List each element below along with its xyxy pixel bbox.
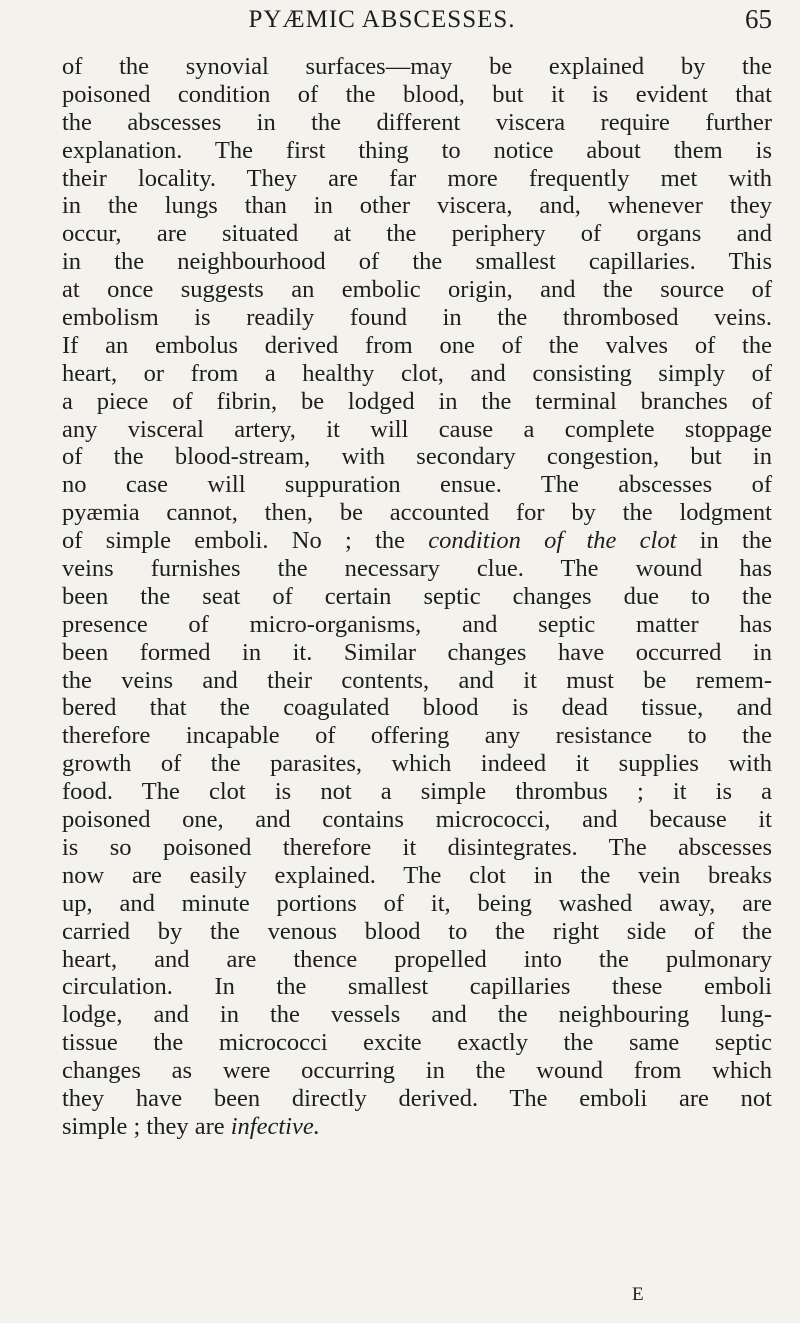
text-line: bered that the coagulated blood is dead tissue, and [62, 694, 772, 722]
running-head [62, 4, 772, 36]
text-line: in the neighbourhood of the smallest capillaries. This [62, 248, 772, 276]
text-line: explanation. The first thing to notice about them is [62, 136, 772, 164]
text-line: of the synovial surfaces—may be explained by the [62, 53, 772, 80]
text-line: occur, are situated at the periphery of organs and [62, 220, 772, 248]
text-line: up, and minute portions of it, being washed away, are [62, 889, 772, 917]
text-line-with-italic [62, 527, 772, 555]
text-line: heart, and are thence propelled into the pulmonary [62, 945, 772, 973]
text-line: any visceral artery, it will cause a complete stoppage [62, 415, 772, 443]
text-line: their locality. They are far more frequently met with [62, 164, 772, 192]
text-line: they have been directly derived. The emboli are not [62, 1084, 772, 1112]
text-line: at once suggests an embolic origin, and the source of [62, 276, 772, 304]
text-line: of the blood-stream, with secondary congestion, but in [62, 443, 772, 471]
text-line: food. The clot is not a simple thrombus ; it is a [62, 778, 772, 806]
text-line: the abscesses in the different viscera require further [62, 108, 772, 136]
text-line: growth of the parasites, which indeed it supplies with [62, 750, 772, 778]
text-line: been formed in it. Similar changes have occurred in [62, 638, 772, 666]
text-line: veins furnishes the necessary clue. The wound has [62, 555, 772, 583]
running-title: PYÆMIC ABSCESSES. [248, 6, 516, 33]
text-line: tissue the micrococci excite exactly the same septic [62, 1029, 772, 1057]
line-end: in the [676, 527, 772, 555]
text-line: now are easily explained. The clot in the vein breaks [62, 861, 772, 889]
text-line: changes as were occurring in the wound from which [62, 1057, 772, 1085]
text-line: the veins and their contents, and it must be remem- [62, 666, 772, 694]
body-text [62, 53, 772, 1141]
final-line-start: simple ; they are [62, 1112, 231, 1140]
text-line: therefore incapable of offering any resistance to the [62, 722, 772, 750]
text-line: circulation. In the smallest capillaries these emboli [62, 973, 772, 1001]
text-line: been the seat of certain septic changes due to the [62, 582, 772, 610]
text-line: a piece of fibrin, be lodged in the terminal branches of [62, 387, 772, 415]
final-line [62, 1113, 772, 1141]
final-italic-word: infective. [230, 1112, 320, 1140]
text-line: no case will suppuration ensue. The abscesses of [62, 471, 772, 499]
italic-phrase: condition of the clot [428, 527, 677, 555]
text-line: embolism is readily found in the thrombosed veins. [62, 304, 772, 332]
text-line: carried by the venous blood to the right side of the [62, 917, 772, 945]
line-start: of simple emboli. No ; the [62, 527, 429, 555]
text-line: presence of micro-organisms, and septic matter has [62, 610, 772, 638]
text-line: heart, or from a healthy clot, and consisting simply of [62, 359, 772, 387]
text-line: in the lungs than in other viscera, and, whenever they [62, 192, 772, 220]
text-line: lodge, and in the vessels and the neighbouring lung- [62, 1001, 772, 1029]
signature-mark: E [632, 1284, 644, 1305]
text-line: pyæmia cannot, then, be accounted for by the lodgment [62, 499, 772, 527]
text-line: is so poisoned therefore it disintegrates. The abscesses [62, 833, 772, 861]
text-line: If an embolus derived from one of the valves of the [62, 331, 772, 359]
text-line: poisoned condition of the blood, but it is evident that [62, 80, 772, 108]
text-line: poisoned one, and contains micrococci, and because it [62, 806, 772, 834]
page-number: 65 [745, 4, 772, 34]
